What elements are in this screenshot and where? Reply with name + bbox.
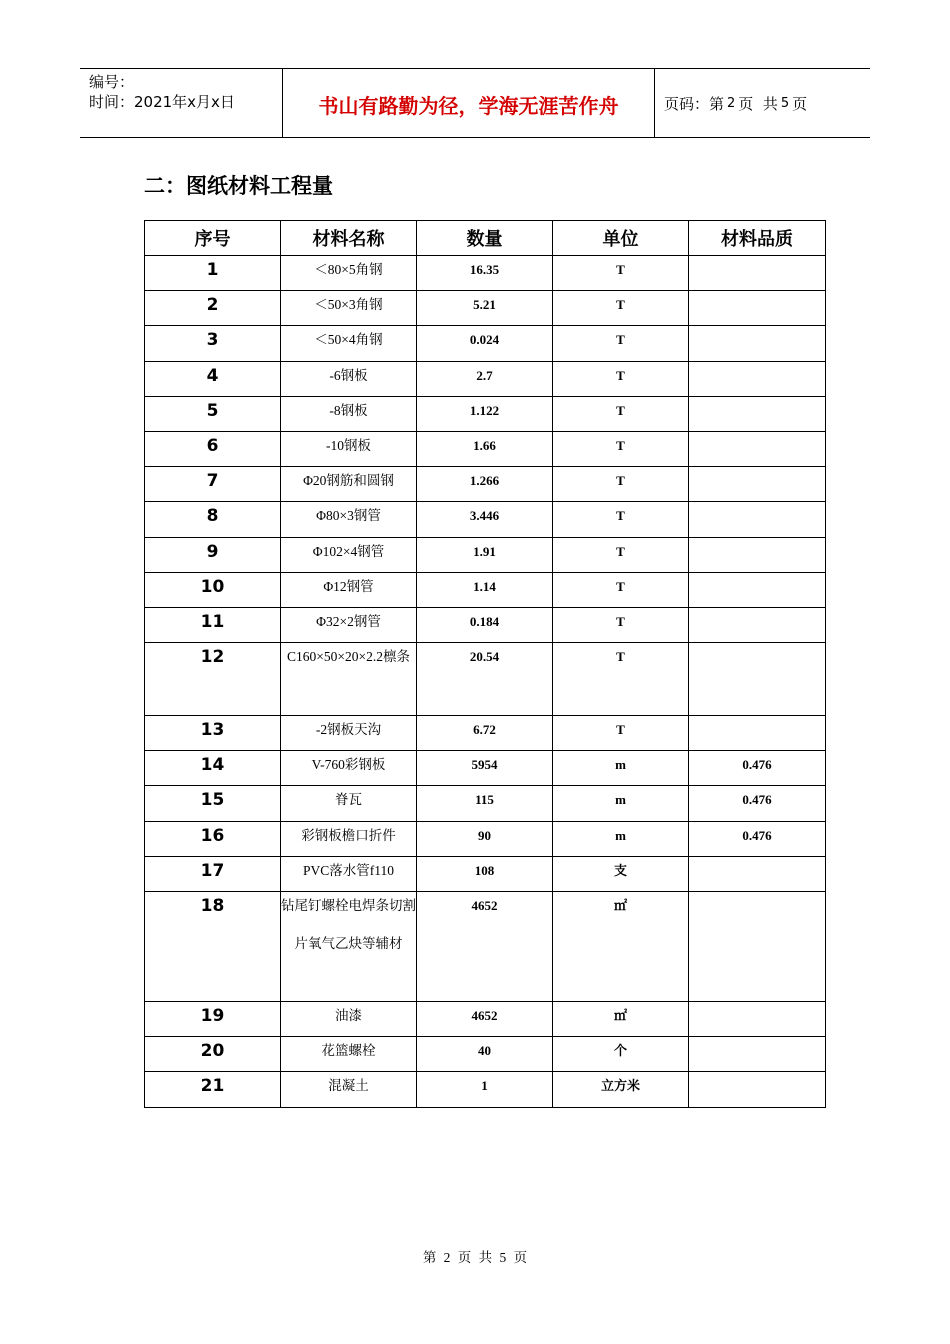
column-header-quality: 材料品质 <box>689 221 826 256</box>
cell-quality <box>689 431 826 466</box>
cell-qty: 0.024 <box>417 326 553 361</box>
column-header-qty: 数量 <box>417 221 553 256</box>
column-header-unit: 单位 <box>553 221 689 256</box>
cell-name <box>281 892 417 1002</box>
table-row <box>145 256 826 291</box>
column-header-no: 序号 <box>145 221 281 256</box>
cell-quality <box>689 291 826 326</box>
cell-quality <box>689 1072 826 1107</box>
material-name-text: ＜80×5角钢 <box>314 262 383 277</box>
cell-no: 2 <box>145 291 281 326</box>
page-prefix: 页码：第 <box>664 94 725 113</box>
cell-qty: 2.7 <box>417 361 553 396</box>
cell-unit: m <box>553 786 689 821</box>
table-row <box>145 537 826 572</box>
cell-qty: 20.54 <box>417 643 553 716</box>
cell-unit: 支 <box>553 856 689 891</box>
material-name-text: 花篮螺栓 <box>321 1043 376 1059</box>
cell-qty: 4652 <box>417 892 553 1002</box>
table-row <box>145 1037 826 1072</box>
cell-name <box>281 643 417 716</box>
cell-no: 17 <box>145 856 281 891</box>
cell-no: 13 <box>145 716 281 751</box>
material-name-text: 油漆 <box>335 1008 362 1023</box>
cell-unit: T <box>553 607 689 642</box>
cell-qty: 16.35 <box>417 256 553 291</box>
table-row <box>145 892 826 1002</box>
material-name-text: 混凝土 <box>328 1078 369 1094</box>
cell-unit: T <box>553 361 689 396</box>
document-number-label: 编号： <box>89 73 135 91</box>
cell-qty: 5.21 <box>417 291 553 326</box>
cell-unit: 立方米 <box>553 1072 689 1107</box>
cell-unit: T <box>553 291 689 326</box>
cell-qty: 1.14 <box>417 572 553 607</box>
table-row <box>145 326 826 361</box>
cell-unit: T <box>553 716 689 751</box>
cell-unit: T <box>553 326 689 361</box>
table-row <box>145 643 826 716</box>
material-name-text: -8钢板 <box>329 402 368 418</box>
table-row <box>145 1002 826 1037</box>
cell-unit: T <box>553 256 689 291</box>
material-name-text: ＜50×3角钢 <box>314 297 383 313</box>
cell-quality <box>689 892 826 1002</box>
page-header <box>80 68 870 138</box>
cell-qty: 5954 <box>417 751 553 786</box>
cell-no: 7 <box>145 467 281 502</box>
material-name-text: C160×50×20×2.2檩条 <box>287 649 410 665</box>
page-total: 5 <box>780 95 790 111</box>
cell-no: 14 <box>145 751 281 786</box>
table-row <box>145 751 826 786</box>
cell-quality <box>689 396 826 431</box>
cell-name <box>281 1072 417 1107</box>
cell-qty: 90 <box>417 821 553 856</box>
header-meta <box>80 69 282 137</box>
page-mid: 页 共 <box>738 94 778 113</box>
table-row <box>145 431 826 466</box>
cell-quality <box>689 572 826 607</box>
cell-unit: 个 <box>553 1037 689 1072</box>
material-name-text: Φ12钢管 <box>323 578 374 594</box>
table-row <box>145 467 826 502</box>
cell-quality: 0.476 <box>689 821 826 856</box>
cell-no: 18 <box>145 892 281 1002</box>
cell-no: 19 <box>145 1002 281 1037</box>
cell-no: 3 <box>145 326 281 361</box>
cell-no: 11 <box>145 607 281 642</box>
material-name-text: PVC落水管f110 <box>302 862 394 878</box>
cell-qty: 1.266 <box>417 467 553 502</box>
cell-quality <box>689 1037 826 1072</box>
material-name-text: Φ20钢筋和圆钢 <box>303 473 394 489</box>
material-name-text: Φ80×3钢管 <box>316 508 381 524</box>
cell-unit: T <box>553 537 689 572</box>
header-motto: 书山有路勤为径，学海无涯苦作舟 <box>282 69 655 137</box>
table-row <box>145 821 826 856</box>
cell-qty: 1.91 <box>417 537 553 572</box>
material-name-text: V-760彩钢板 <box>311 757 386 773</box>
header-page-indicator <box>655 69 870 137</box>
material-name-text: -10钢板 <box>326 437 371 453</box>
cell-quality <box>689 607 826 642</box>
cell-quality <box>689 502 826 537</box>
cell-no: 21 <box>145 1072 281 1107</box>
cell-unit: T <box>553 643 689 716</box>
cell-quality <box>689 537 826 572</box>
material-name-text: 钻尾钉螺栓电焊条切割片氧气乙炔等辅材 <box>281 898 416 951</box>
cell-quality <box>689 1002 826 1037</box>
cell-quality <box>689 467 826 502</box>
cell-no: 4 <box>145 361 281 396</box>
cell-no: 16 <box>145 821 281 856</box>
cell-qty: 1.66 <box>417 431 553 466</box>
materials-table <box>144 220 826 1108</box>
cell-unit: ㎡ <box>553 1002 689 1037</box>
page-suffix: 页 <box>792 94 808 113</box>
table-body <box>145 256 826 1108</box>
cell-quality <box>689 643 826 716</box>
cell-qty: 115 <box>417 786 553 821</box>
cell-no: 5 <box>145 396 281 431</box>
table-row <box>145 1072 826 1107</box>
cell-qty: 1 <box>417 1072 553 1107</box>
cell-qty: 4652 <box>417 1002 553 1037</box>
table-row <box>145 572 826 607</box>
cell-unit: T <box>553 572 689 607</box>
cell-quality <box>689 326 826 361</box>
cell-unit: m <box>553 751 689 786</box>
cell-quality <box>689 716 826 751</box>
cell-quality <box>689 361 826 396</box>
cell-unit: T <box>553 467 689 502</box>
cell-qty: 1.122 <box>417 396 553 431</box>
cell-unit: T <box>553 502 689 537</box>
cell-unit: ㎡ <box>553 892 689 1002</box>
cell-no: 20 <box>145 1037 281 1072</box>
table-row <box>145 786 826 821</box>
cell-qty: 3.446 <box>417 502 553 537</box>
table-row <box>145 607 826 642</box>
page-current: 2 <box>727 95 736 111</box>
cell-qty: 108 <box>417 856 553 891</box>
cell-qty: 0.184 <box>417 607 553 642</box>
column-header-name: 材料名称 <box>281 221 417 256</box>
material-name-text: 脊瓦 <box>335 792 362 808</box>
cell-no: 12 <box>145 643 281 716</box>
material-name-text: Φ32×2钢管 <box>316 613 381 629</box>
section-title: 二：图纸材料工程量 <box>144 174 333 198</box>
document-date: 时间：2021年x月x日 <box>89 93 235 111</box>
cell-no: 8 <box>145 502 281 537</box>
table-row <box>145 291 826 326</box>
cell-no: 9 <box>145 537 281 572</box>
cell-no: 10 <box>145 572 281 607</box>
material-name-text: 彩钢板檐口折件 <box>301 827 396 843</box>
cell-quality: 0.476 <box>689 786 826 821</box>
table-row <box>145 502 826 537</box>
cell-qty: 40 <box>417 1037 553 1072</box>
cell-unit: T <box>553 396 689 431</box>
material-name-text: -2钢板天沟 <box>315 722 382 738</box>
cell-no: 1 <box>145 256 281 291</box>
page-footer: 第 2 页 共 5 页 <box>422 1250 528 1265</box>
cell-unit: m <box>553 821 689 856</box>
cell-no: 15 <box>145 786 281 821</box>
table-header-row <box>145 221 826 256</box>
cell-unit: T <box>553 431 689 466</box>
table-row <box>145 396 826 431</box>
table-row <box>145 716 826 751</box>
cell-no: 6 <box>145 431 281 466</box>
material-name-text: ＜50×4角钢 <box>314 332 383 348</box>
table-row <box>145 856 826 891</box>
material-name-text: Φ102×4钢管 <box>312 543 385 559</box>
material-name-text: -6钢板 <box>329 367 368 383</box>
cell-quality <box>689 856 826 891</box>
cell-qty: 6.72 <box>417 716 553 751</box>
cell-quality: 0.476 <box>689 751 826 786</box>
table-row <box>145 361 826 396</box>
cell-quality <box>689 256 826 291</box>
